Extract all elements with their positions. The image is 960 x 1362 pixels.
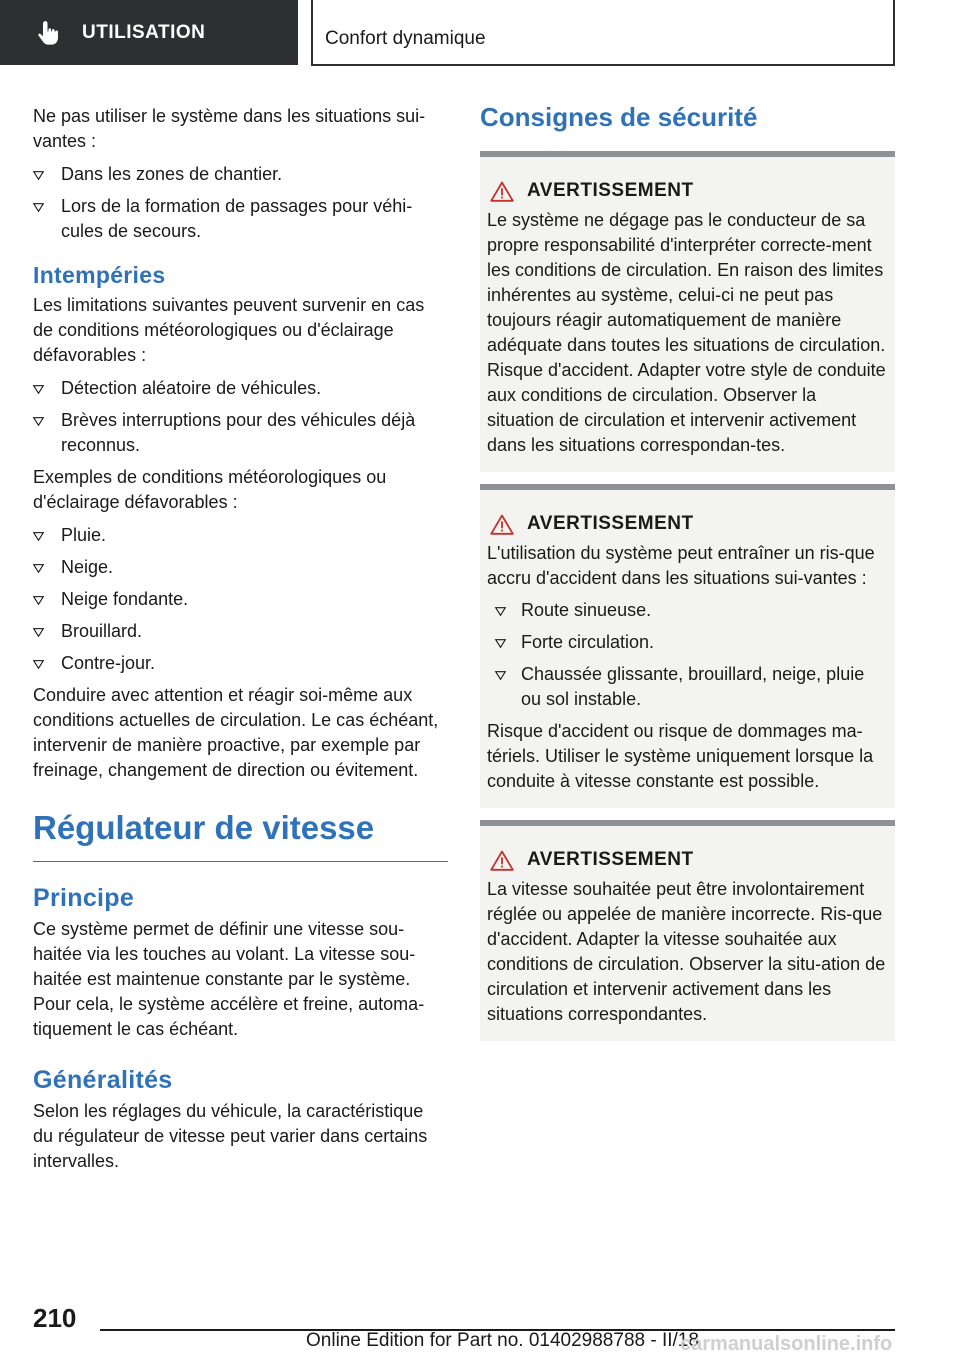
warning-header bbox=[487, 849, 888, 871]
page-number: 210 bbox=[33, 1303, 77, 1333]
principle-heading: Principe bbox=[33, 884, 135, 912]
warning-title: AVERTISSEMENT bbox=[527, 849, 694, 870]
list-item: Neige fondante. bbox=[33, 587, 448, 612]
list-item: Neige. bbox=[33, 555, 448, 580]
bullet-triangle-icon bbox=[33, 628, 44, 637]
bullet-triangle-icon bbox=[495, 639, 506, 648]
list-item: Brouillard. bbox=[33, 619, 448, 644]
warning-header bbox=[487, 180, 888, 202]
drive-text: Conduire avec attention et réagir soi-même aux conditions actuelles de circulation. Le cas échéant, intervenir de manière proactive, par exemple par freinage, changement de direction ou évitement. bbox=[33, 685, 439, 780]
warning-title: AVERTISSEMENT bbox=[527, 513, 694, 534]
watermark-text: carmanualsonline.info bbox=[680, 1333, 893, 1355]
warning-triangle-icon bbox=[490, 181, 514, 202]
warning-box bbox=[480, 820, 895, 1041]
list-item: Brèves interruptions pour des véhicules déjà reconnus. bbox=[33, 408, 448, 458]
left-column bbox=[33, 104, 448, 1182]
intro-text: Ne pas utiliser le système dans les situations sui-vantes : bbox=[33, 106, 426, 151]
list-item: Forte circulation. bbox=[495, 630, 888, 655]
warning-text: L'utilisation du système peut entraîner un ris-que accru d'accident dans les situations sui-vantes : bbox=[487, 543, 875, 588]
weather-list bbox=[33, 376, 448, 458]
chapter-title: Confort dynamique bbox=[325, 28, 486, 49]
bullet-triangle-icon bbox=[33, 171, 44, 180]
warning-box bbox=[480, 151, 895, 472]
hand-pointer-icon bbox=[36, 19, 62, 47]
warning-triangle-icon bbox=[490, 850, 514, 871]
warning-header bbox=[487, 513, 888, 535]
right-column bbox=[480, 102, 895, 1041]
principle-text: Ce système permet de définir une vitesse sou-haitée via les touches au volant. La vitesse sou-haitée est maintenue constante par le système. Pour cela, le système accélère et freine, automa-tiquement le cas échéant. bbox=[33, 919, 425, 1039]
header-tab bbox=[0, 0, 298, 65]
bullet-triangle-icon bbox=[33, 660, 44, 669]
section-tab-label: UTILISATION bbox=[82, 21, 206, 43]
list-item: Chaussée glissante, brouillard, neige, pluie ou sol instable. bbox=[495, 662, 888, 712]
examples-list bbox=[33, 523, 448, 676]
header-divider bbox=[311, 0, 313, 66]
list-item: Dans les zones de chantier. bbox=[33, 162, 448, 187]
bullet-triangle-icon bbox=[33, 385, 44, 394]
list-item: Lors de la formation de passages pour véhi-cules de secours. bbox=[33, 194, 448, 244]
warning-title: AVERTISSEMENT bbox=[527, 180, 694, 201]
intro-list bbox=[33, 162, 448, 244]
list-item: Route sinueuse. bbox=[495, 598, 888, 623]
bullet-triangle-icon bbox=[33, 203, 44, 212]
header-right-border bbox=[893, 0, 895, 66]
general-text: Selon les réglages du véhicule, la caractéristique du régulateur de vitesse peut varier dans certains intervalles. bbox=[33, 1101, 428, 1171]
warning-text: Le système ne dégage pas le conducteur de sa propre responsabilité d'interpréter correcte-ment les conditions de circulation. En raison des limites inhérentes au système, celui-ci ne peut pas toujours réagir automatiquement de manière adéquate dans toutes les situations de circulation. Risque d'accident. Adapter votre style de conduite aux conditions de circulation. Observer la situation de circulation et intervenir activement dans les situations correspondan-tes. bbox=[487, 210, 886, 455]
bullet-triangle-icon bbox=[495, 671, 506, 680]
list-item: Détection aléatoire de véhicules. bbox=[33, 376, 448, 401]
warning-list bbox=[495, 598, 888, 712]
examples-text: Exemples de conditions météorologiques ou d'éclairage défavorables : bbox=[33, 467, 387, 512]
weather-text: Les limitations suivantes peuvent survenir en cas de conditions météorologiques ou d'éclairage défavorables : bbox=[33, 295, 425, 365]
safety-heading: Consignes de sécurité bbox=[480, 102, 758, 132]
bullet-triangle-icon bbox=[33, 532, 44, 541]
bullet-triangle-icon bbox=[33, 596, 44, 605]
bullet-triangle-icon bbox=[495, 607, 506, 616]
general-heading: Généralités bbox=[33, 1066, 173, 1094]
section-title: Régulateur de vitesse bbox=[33, 809, 448, 862]
header-bottom-line bbox=[311, 64, 895, 66]
edition-text: Online Edition for Part no. 01402988788 - II/18 bbox=[306, 1330, 699, 1351]
bullet-triangle-icon bbox=[33, 564, 44, 573]
warning-triangle-icon bbox=[490, 514, 514, 535]
list-item: Contre-jour. bbox=[33, 651, 448, 676]
list-item: Pluie. bbox=[33, 523, 448, 548]
bullet-triangle-icon bbox=[33, 417, 44, 426]
warning-text-after: Risque d'accident ou risque de dommages ma-tériels. Utiliser le système uniquement lorsque la conduite à vitesse constante est possible. bbox=[487, 721, 874, 791]
warning-text: La vitesse souhaitée peut être involontairement réglée ou appelée de manière incorrecte. Ris-que d'accident. Adapter la vitesse souhaitée aux conditions de circulation. Observer la situ-ation de circulation et intervenir activement dans les situations correspondantes. bbox=[487, 879, 886, 1024]
weather-heading: Intempéries bbox=[33, 262, 166, 288]
warning-box bbox=[480, 484, 895, 808]
